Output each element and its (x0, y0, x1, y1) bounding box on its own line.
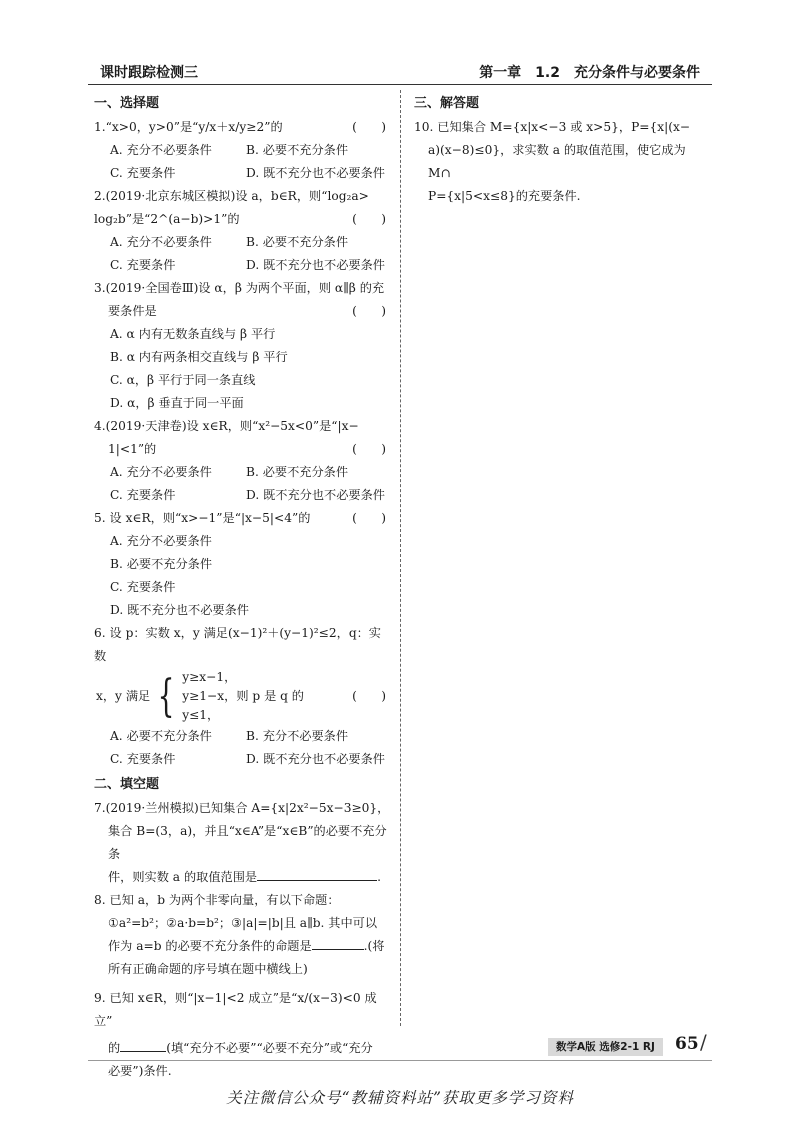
question-text: 作为 a=b 的必要不充分条件的命题是 (108, 939, 312, 953)
inequality-system (96, 668, 304, 725)
section-title-fill: 二、填空题 (94, 777, 160, 792)
left-brace: { (157, 670, 175, 722)
question-9 (94, 987, 390, 1083)
question-text: 5. 设 x∈R，则“x>−1”是“|x−5|<4”的 (94, 511, 311, 525)
option-a: A. α 内有无数条直线与 β 平行 (110, 327, 276, 341)
answer-blank[interactable] (312, 936, 364, 950)
question-text: . (377, 870, 381, 884)
question-4 (94, 415, 390, 507)
question-text: ①a²=b²；②a·b=b²；③|a|=|b|且 a∥b. 其中可以 (108, 916, 378, 930)
question-6 (94, 622, 390, 771)
question-text: 2.(2019·北京东城区模拟)设 a，b∈R，则“log₂a> (94, 189, 369, 203)
option-d: D. α，β 垂直于同一平面 (110, 396, 244, 410)
question-7 (94, 797, 390, 889)
option-a: A. 必要不充分条件 (110, 729, 212, 743)
option-c: C. 充要条件 (110, 258, 176, 272)
option-d: D. 既不充分也不必要条件 (246, 166, 385, 180)
section-title-answer: 三、解答题 (414, 96, 480, 111)
option-b: B. 必要不充分条件 (246, 235, 349, 249)
question-text: 的 (108, 1041, 121, 1055)
question-text: 件，则实数 a 的取值范围是 (108, 870, 258, 884)
question-text: 必要”)条件. (108, 1064, 172, 1078)
answer-paren: ( ) (352, 304, 386, 318)
system-line: y≥x−1， (182, 670, 237, 684)
book-label: 数学A版 选修2-1 RJ (548, 1038, 663, 1056)
option-b: B. α 内有两条相交直线与 β 平行 (110, 350, 288, 364)
question-text: 9. 已知 x∈R，则“|x−1|<2 成立”是“x/(x−3)<0 成立” (94, 991, 377, 1028)
question-1 (94, 116, 390, 185)
question-text: P={x|5<x≤8}的充要条件. (428, 189, 581, 203)
answer-blank[interactable] (120, 1038, 166, 1052)
option-b: B. 必要不充分条件 (246, 143, 349, 157)
question-text: 7.(2019·兰州模拟)已知集合 A={x|2x²−5x−3≥0}， (94, 801, 390, 815)
question-text: 8. 已知 a，b 为两个非零向量，有以下命题： (94, 893, 340, 907)
slash-mark: / (700, 1030, 707, 1054)
question-text: 1|<1”的 (108, 442, 157, 456)
answer-paren: ( ) (352, 511, 386, 525)
option-d: D. 既不充分也不必要条件 (110, 603, 249, 617)
question-text: 6. 设 p：实数 x，y 满足(x−1)²＋(y−1)²≤2，q：实数 (94, 626, 381, 663)
answer-paren: ( ) (352, 689, 386, 703)
option-c: C. 充要条件 (110, 166, 176, 180)
option-d: D. 既不充分也不必要条件 (246, 258, 385, 272)
column-divider (400, 90, 401, 1026)
system-line: y≥1−x，则 p 是 q 的 (182, 689, 304, 703)
question-text: 要条件是 (108, 304, 157, 318)
option-d: D. 既不充分也不必要条件 (246, 488, 385, 502)
answer-paren: ( ) (352, 442, 386, 456)
question-text: log₂b”是“2^(a−b)>1”的 (94, 212, 240, 226)
worksheet-title: 课时跟踪检测三 (100, 65, 198, 81)
question-text: .(将 (363, 939, 385, 953)
option-c: C. 充要条件 (110, 752, 176, 766)
question-text: 所有正确命题的序号填在题中横线上) (108, 962, 308, 976)
question-text: a)(x−8)≤0}，求实数 a 的取值范围，使它成为 M∩ (428, 143, 686, 180)
promo-note: 关注微信公众号“教辅资料站”获取更多学习资料 (226, 1089, 574, 1107)
option-a: A. 充分不必要条件 (110, 534, 212, 548)
right-column (412, 90, 710, 208)
answer-paren: ( ) (352, 212, 386, 226)
page-number: 65 (675, 1034, 699, 1054)
question-5 (94, 507, 390, 622)
question-text: (填“充分不必要”“必要不充分”或“充分 (166, 1041, 373, 1055)
left-column (92, 90, 390, 1083)
system-prefix: x，y 满足 (96, 689, 151, 703)
question-text: 1.“x>0，y>0”是“y/x＋x/y≥2”的 (94, 120, 283, 134)
answer-blank[interactable] (257, 867, 377, 881)
question-text: 10. 已知集合 M={x|x<−3 或 x>5}，P={x|(x− (414, 120, 691, 134)
option-c: C. 充要条件 (110, 580, 176, 594)
section-title-choice: 一、选择题 (94, 96, 160, 111)
question-8 (94, 889, 390, 981)
question-text: 集合 B=(3，a)，并且“x∈A”是“x∈B”的必要不充分条 (108, 824, 387, 861)
question-3 (94, 277, 390, 415)
header-divider (88, 84, 712, 85)
question-2 (94, 185, 390, 277)
option-b: B. 必要不充分条件 (246, 465, 349, 479)
question-text: 4.(2019·天津卷)设 x∈R，则“x²−5x<0”是“|x− (94, 419, 359, 433)
answer-paren: ( ) (352, 120, 386, 134)
option-c: C. 充要条件 (110, 488, 176, 502)
option-b: B. 必要不充分条件 (110, 557, 213, 571)
option-b: B. 充分不必要条件 (246, 729, 349, 743)
option-a: A. 充分不必要条件 (110, 143, 212, 157)
question-10 (414, 116, 710, 208)
footer-divider (88, 1060, 712, 1061)
option-c: C. α，β 平行于同一条直线 (110, 373, 256, 387)
option-a: A. 充分不必要条件 (110, 465, 212, 479)
question-text: 3.(2019·全国卷Ⅲ)设 α，β 为两个平面，则 α∥β 的充 (94, 281, 385, 295)
option-a: A. 充分不必要条件 (110, 235, 212, 249)
chapter-title: 第一章 1.2 充分条件与必要条件 (479, 65, 700, 81)
option-d: D. 既不充分也不必要条件 (246, 752, 385, 766)
system-line: y≤1， (182, 708, 220, 722)
